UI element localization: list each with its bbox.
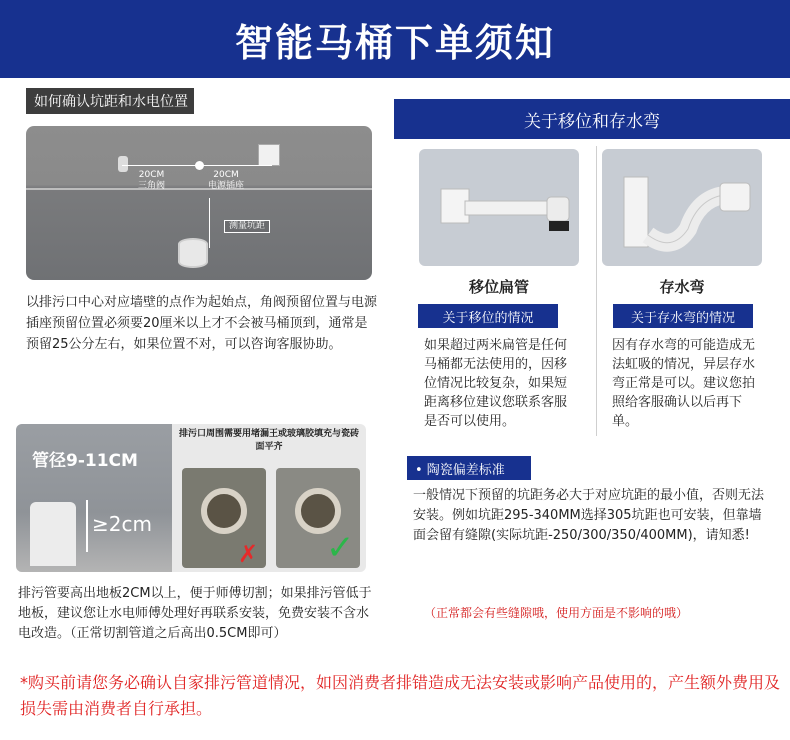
page-title: 智能马桶下单须知 (234, 20, 555, 65)
flat-pipe-image (419, 149, 579, 266)
flat-pipe-icon (419, 149, 579, 266)
outlet-annotation (208, 170, 244, 192)
power-socket-icon (258, 144, 280, 166)
wrong-drain-example (182, 468, 266, 568)
p-trap-label: 存水弯 (659, 278, 705, 296)
correct-drain-example (276, 468, 360, 568)
measure-center-dot (195, 161, 204, 170)
section-tag-pit-distance: 如何确认坑距和水电位置 (26, 88, 194, 114)
valve-label: 三角阀 (138, 181, 166, 191)
ceramic-deviation-text: 一般情况下预留的坑距务必大于对应坑距的最小值，否则无法安装。例如坑距295-340MM选择305坑距也可安装，但靠墙面会留有缝隙(实际坑距-250/300/350/400MM)，请知悉! (413, 488, 765, 543)
trap-case-tag: 关于存水弯的情况 (613, 304, 753, 328)
drain-pipe-icon (178, 238, 208, 268)
top-banner (0, 0, 790, 78)
measure-label: 测量坑距 (224, 220, 270, 233)
bathroom-wall-photo (26, 126, 372, 280)
column-divider (596, 146, 597, 436)
drain-pipe-icon (30, 502, 76, 566)
relocation-case-text: 如果超过两米扁管是任何马桶都无法使用的，因移位情况比较复杂，如果短距离移位建议您联系客服是否可以使用。 (424, 338, 568, 429)
height-measure-line (86, 500, 88, 552)
angle-valve-icon (118, 156, 128, 172)
outlet-label: 电源插座 (208, 181, 245, 191)
gap-note: （正常都会有些缝隙哦，使用方面是不影响的哦） (424, 606, 689, 620)
floor-line (26, 188, 372, 190)
purchase-warning: *购买前请您务必确认自家排污管道情况，如因消费者排错造成无法安装或影响产品使用的，产生额外费用及损失需由消费者自行承担。 (20, 673, 781, 718)
drain-hole-icon (201, 488, 247, 534)
trap-case-text: 因有存水弯的可能造成无法虹吸的情况，异层存水弯正常是可以。建议您拍照给客服确认以后再下单。 (612, 338, 756, 429)
p-trap-icon (602, 149, 762, 266)
flat-pipe-label: 移位扁管 (468, 278, 529, 296)
pipe-height-label: ≥2cm (92, 512, 152, 536)
pipe-diameter-label: 管径9-11CM (32, 451, 138, 471)
wrong-mark-icon: ✗ (238, 540, 259, 568)
pit-distance-paragraph: 以排污口中心对应墙壁的点作为起始点，角阀预留位置与电源插座预留位置必须要20厘米以上才不会被马桶顶到，通常是预留25公分左右，如果位置不对，可以咨询客服协助。 (26, 295, 378, 352)
valve-annotation (138, 170, 165, 192)
measure-line-vertical (209, 198, 210, 248)
relocation-case-tag: 关于移位的情况 (418, 304, 558, 328)
correct-mark-icon: ✓ (326, 528, 355, 568)
ceramic-deviation-tag: • 陶瓷偏差标准 (407, 456, 531, 480)
valve-distance-label: 20CM (138, 170, 165, 180)
section-header-relocation: 关于移位和存水弯 (394, 99, 790, 139)
outlet-distance-label: 20CM (213, 170, 239, 180)
drain-fill-header: 排污口周围需要用堵漏王或玻璃胶填充与瓷砖面平齐 (178, 429, 359, 452)
drain-pipe-photo (16, 424, 366, 572)
p-trap-image (602, 149, 762, 266)
drain-pipe-paragraph: 排污管要高出地板2CM以上，便于师傅切割；如果排污管低于地板，建议您让水电师傅处理好再联系安装，免费安装不含水电改造。（正常切割管道之后高出0.5CM即可） (18, 586, 372, 641)
